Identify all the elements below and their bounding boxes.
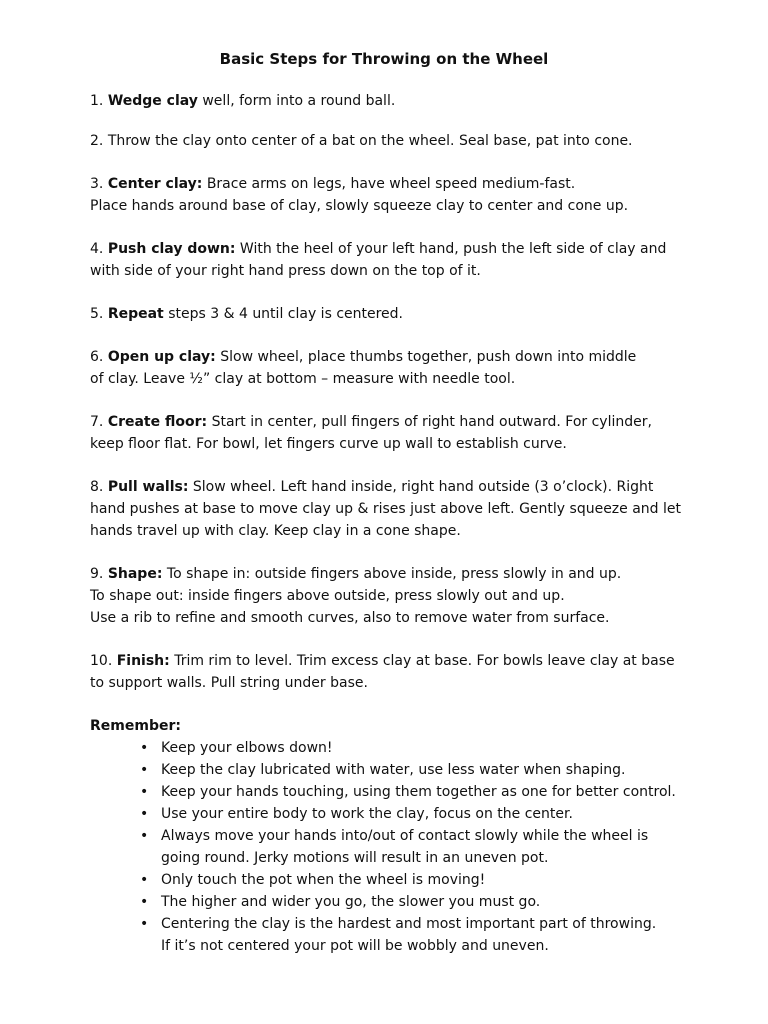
- step-line: [90, 563, 690, 585]
- step-2: [90, 130, 690, 152]
- tip-item: [136, 869, 696, 891]
- step-number: 2.: [90, 133, 104, 149]
- step-number: 8.: [90, 479, 104, 495]
- tip-text: Centering the clay is the hardest and most important part of throwing.: [161, 916, 657, 932]
- step-text: hands travel up with clay. Keep clay in a cone shape.: [90, 523, 461, 539]
- step-4: [90, 238, 690, 282]
- tip-item: [136, 781, 696, 803]
- step-line: [90, 411, 690, 433]
- tip-text: Always move your hands into/out of contact slowly while the wheel is: [161, 828, 649, 844]
- step-3: [90, 173, 690, 217]
- step-number: 10.: [90, 653, 113, 669]
- step-text: Slow wheel. Left hand inside, right hand outside (3 o’clock). Right: [192, 479, 654, 495]
- step-text: Place hands around base of clay, slowly squeeze clay to center and cone up.: [90, 198, 629, 214]
- tip-text: Use your entire body to work the clay, focus on the center.: [161, 806, 573, 822]
- step-line: [90, 650, 690, 672]
- tips-list: [136, 737, 696, 957]
- step-text: Use a rib to refine and smooth curves, also to remove water from surface.: [90, 610, 610, 626]
- step-text: To shape in: outside fingers above inside, press slowly in and up.: [166, 566, 622, 582]
- step-line: [90, 173, 690, 195]
- step-text: Throw the clay onto center of a bat on the wheel. Seal base, pat into cone.: [107, 133, 633, 149]
- step-1: [90, 90, 690, 112]
- step-label: Center clay:: [107, 176, 203, 192]
- step-text: keep floor flat. For bowl, let fingers curve up wall to establish curve.: [90, 436, 567, 452]
- step-number: 6.: [90, 349, 104, 365]
- step-text: Brace arms on legs, have wheel speed medium-fast.: [206, 176, 576, 192]
- bullet-icon: •: [140, 872, 149, 888]
- step-number: 1.: [90, 93, 104, 109]
- tip-text: Keep your elbows down!: [161, 740, 333, 756]
- step-text: With the heel of your left hand, push the left side of clay and: [239, 241, 667, 257]
- step-text: well, form into a round ball.: [202, 93, 396, 109]
- step-line: [90, 433, 690, 455]
- step-number: 3.: [90, 176, 104, 192]
- step-line: [90, 498, 690, 520]
- bullet-icon: •: [140, 762, 149, 778]
- tip-item: [136, 759, 696, 781]
- tip-text: Keep the clay lubricated with water, use less water when shaping.: [161, 762, 626, 778]
- tip-text: Keep your hands touching, using them together as one for better control.: [161, 784, 676, 800]
- step-text: hand pushes at base to move clay up & rises just above left. Gently squeeze and let: [90, 501, 681, 517]
- step-text: To shape out: inside fingers above outside, press slowly out and up.: [90, 588, 565, 604]
- step-label: Pull walls:: [107, 479, 189, 495]
- step-line: [90, 346, 690, 368]
- step-line: [90, 260, 690, 282]
- step-line: [90, 607, 690, 629]
- step-label: Create floor:: [107, 414, 208, 430]
- step-line: [90, 130, 690, 152]
- bullet-icon: •: [140, 740, 149, 756]
- step-number: 7.: [90, 414, 104, 430]
- step-text: Slow wheel, place thumbs together, push down into middle: [220, 349, 637, 365]
- step-label: Wedge clay: [107, 93, 198, 109]
- page-title: Basic Steps for Throwing on the Wheel: [219, 50, 549, 68]
- step-text: with side of your right hand press down on the top of it.: [90, 263, 481, 279]
- step-label: Repeat: [107, 306, 164, 322]
- step-line: [90, 585, 690, 607]
- tip-text: The higher and wider you go, the slower you must go.: [161, 894, 541, 910]
- step-line: [90, 672, 690, 694]
- step-number: 5.: [90, 306, 104, 322]
- step-8: [90, 476, 690, 542]
- tip-text: Only touch the pot when the wheel is moving!: [161, 872, 486, 888]
- step-line: [90, 195, 690, 217]
- tip-text: If it’s not centered your pot will be wobbly and uneven.: [161, 938, 549, 954]
- step-label: Shape:: [107, 566, 163, 582]
- step-10: [90, 650, 690, 694]
- tip-item: [136, 913, 696, 957]
- step-line: [90, 520, 690, 542]
- step-label: Finish:: [116, 653, 170, 669]
- tip-item: [136, 803, 696, 825]
- step-number: 4.: [90, 241, 104, 257]
- tip-item: [136, 737, 696, 759]
- tip-item: [136, 825, 696, 869]
- step-line: [90, 476, 690, 498]
- bullet-icon: •: [140, 806, 149, 822]
- step-text: to support walls. Pull string under base.: [90, 675, 368, 691]
- step-9: [90, 563, 690, 629]
- bullet-icon: •: [140, 894, 149, 910]
- step-line: [90, 368, 690, 390]
- step-number: 9.: [90, 566, 104, 582]
- step-label: Push clay down:: [107, 241, 236, 257]
- step-text: steps 3 & 4 until clay is centered.: [168, 306, 403, 322]
- step-line: [90, 303, 690, 325]
- remember-heading: Remember:: [90, 718, 181, 734]
- tip-text: going round. Jerky motions will result in an uneven pot.: [161, 850, 549, 866]
- bullet-icon: •: [140, 828, 149, 844]
- step-text: Start in center, pull fingers of right hand outward. For cylinder,: [211, 414, 652, 430]
- tip-item: [136, 891, 696, 913]
- bullet-icon: •: [140, 916, 149, 932]
- bullet-icon: •: [140, 784, 149, 800]
- step-text: Trim rim to level. Trim excess clay at base. For bowls leave clay at base: [174, 653, 675, 669]
- step-line: [90, 90, 690, 112]
- step-5: [90, 303, 690, 325]
- step-line: [90, 238, 690, 260]
- step-text: of clay. Leave ½” clay at bottom – measure with needle tool.: [90, 371, 516, 387]
- step-7: [90, 411, 690, 455]
- step-6: [90, 346, 690, 390]
- step-label: Open up clay:: [107, 349, 216, 365]
